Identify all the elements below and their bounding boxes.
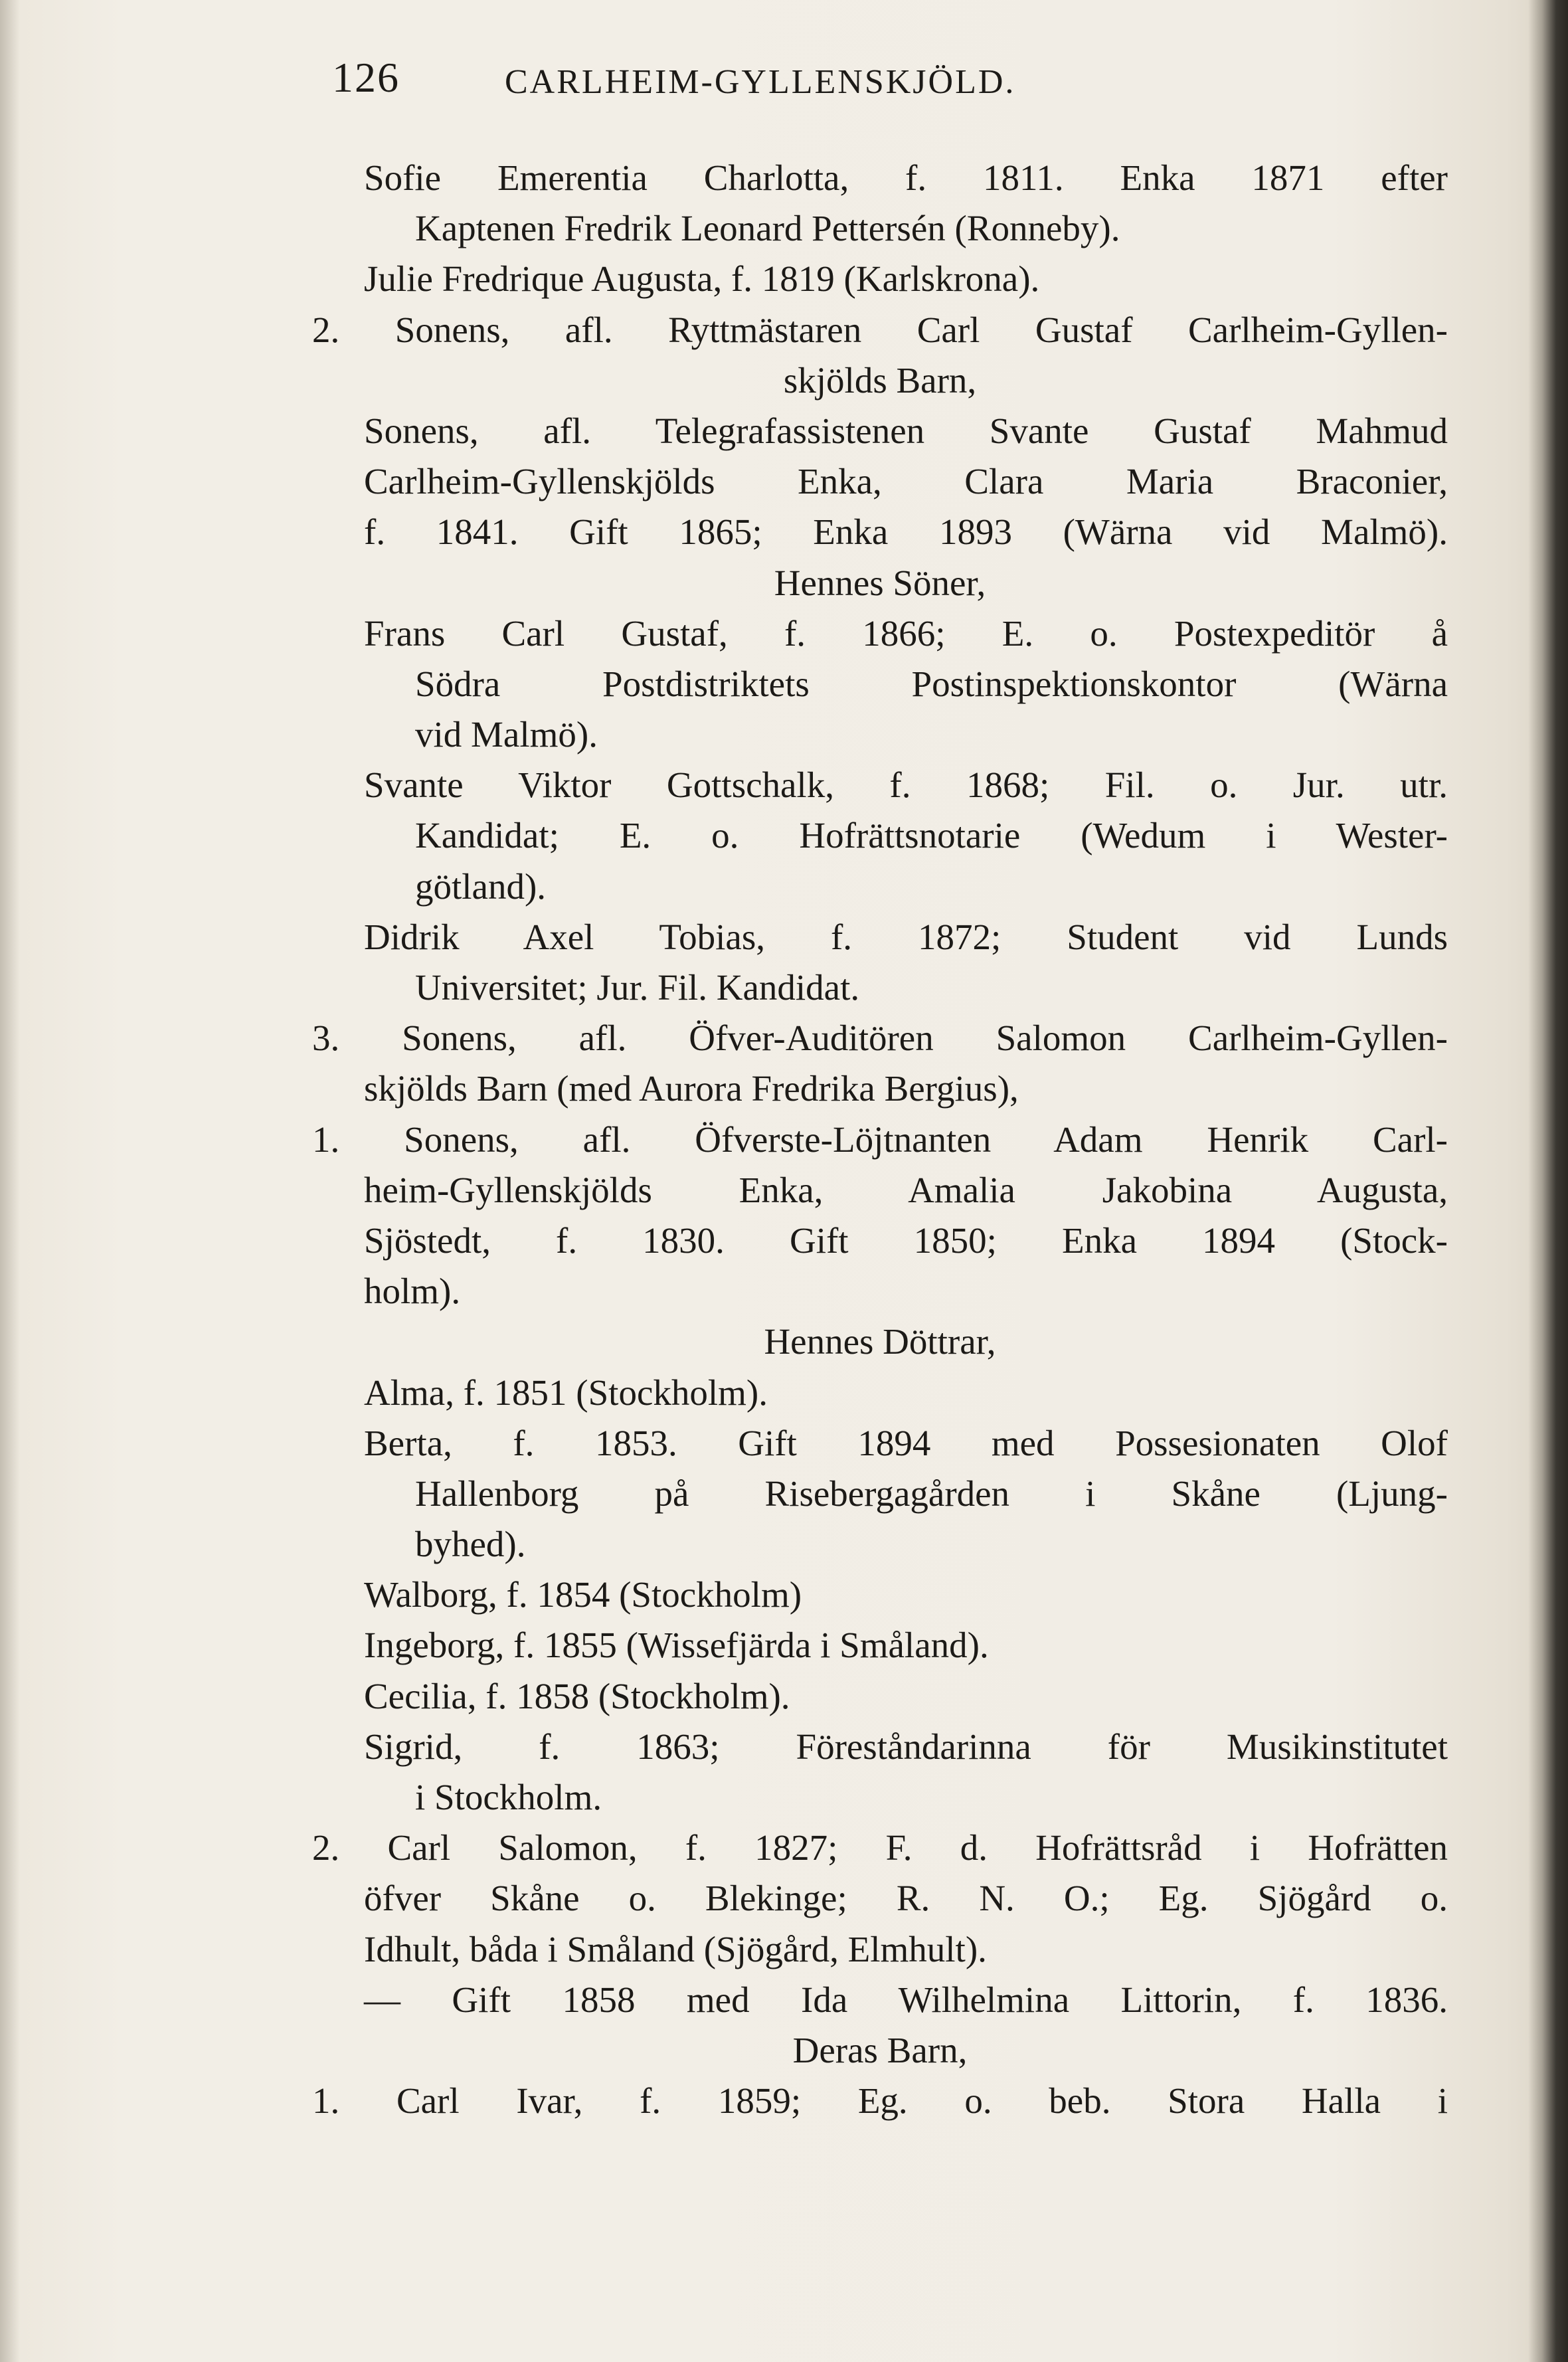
text-line: Svante Viktor Gottschalk, f. 1868; Fil. o. Jur. utr.	[364, 765, 1448, 806]
text-line: 1. Sonens, afl. Öfverste-Löjtnanten Adam Henrik Carl-	[312, 1119, 1448, 1160]
text-line: skjölds Barn,	[783, 359, 977, 401]
text-line: Södra Postdistriktets Postinspektionskontor (Wärna	[415, 663, 1448, 704]
text-line: byhed).	[415, 1524, 526, 1565]
text-line: 2. Carl Salomon, f. 1827; F. d. Hofrättsråd i Hofrätten	[312, 1827, 1448, 1868]
text-line: Ingeborg, f. 1855 (Wissefjärda i Småland).	[364, 1625, 989, 1666]
text-line: Idhult, båda i Småland (Sjögård, Elmhult).	[364, 1928, 987, 1969]
page-header	[332, 53, 1461, 113]
text-line: Frans Carl Gustaf, f. 1866; E. o. Postexpeditör å	[364, 612, 1448, 654]
text-line: Cecilia, f. 1858 (Stockholm).	[364, 1675, 790, 1716]
text-line: Hallenborg på Risebergagården i Skåne (Ljung-	[415, 1473, 1448, 1514]
text-line: Universitet; Jur. Fil. Kandidat.	[415, 967, 860, 1008]
text-line: vid Malmö).	[415, 714, 598, 755]
text-line: Deras Barn,	[792, 2029, 968, 2070]
binding-edge	[1528, 0, 1568, 2362]
text-line: Hennes Döttrar,	[764, 1321, 996, 1362]
text-line: Sjöstedt, f. 1830. Gift 1850; Enka 1894 (Stock-	[364, 1220, 1448, 1261]
page-number: 126	[332, 54, 400, 101]
text-line: Julie Fredrique Augusta, f. 1819 (Karlskrona).	[364, 258, 1040, 300]
text-line: Didrik Axel Tobias, f. 1872; Student vid Lunds	[364, 916, 1448, 957]
text-line: i Stockholm.	[415, 1777, 602, 1817]
text-line: skjölds Barn (med Aurora Fredrika Bergius),	[364, 1068, 1019, 1109]
running-head: CARLHEIM-GYLLENSKJÖLD.	[505, 63, 1016, 101]
text-line: Walborg, f. 1854 (Stockholm)	[364, 1574, 802, 1615]
text-line: f. 1841. Gift 1865; Enka 1893 (Wärna vid Malmö).	[364, 511, 1448, 553]
text-line: holm).	[364, 1271, 461, 1312]
text-line: Carlheim-Gyllenskjölds Enka, Clara Maria Braconier,	[364, 461, 1448, 502]
text-line: Alma, f. 1851 (Stockholm).	[364, 1372, 768, 1413]
text-line: Sofie Emerentia Charlotta, f. 1811. Enka 1871 efter	[364, 157, 1448, 198]
page-left-shadow	[0, 0, 20, 2362]
text-line: heim-Gyllenskjölds Enka, Amalia Jakobina Augusta,	[364, 1169, 1448, 1210]
text-line: — Gift 1858 med Ida Wilhelmina Littorin, f. 1836.	[364, 1979, 1448, 2020]
text-line: götland).	[415, 865, 547, 907]
text-line: Berta, f. 1853. Gift 1894 med Possesionaten Olof	[364, 1422, 1448, 1463]
text-line: Kandidat; E. o. Hofrättsnotarie (Wedum i Wester-	[415, 815, 1448, 856]
text-line: Sigrid, f. 1863; Föreståndarinna för Musikinstitutet	[364, 1726, 1448, 1767]
text-line: 2. Sonens, afl. Ryttmästaren Carl Gustaf Carlheim-Gyllen-	[312, 309, 1448, 350]
text-line: Kaptenen Fredrik Leonard Pettersén (Ronneby).	[415, 208, 1120, 249]
text-line: 3. Sonens, afl. Öfver-Auditören Salomon Carlheim-Gyllen-	[312, 1018, 1448, 1059]
page-body-text	[312, 153, 1448, 2126]
text-line: öfver Skåne o. Blekinge; R. N. O.; Eg. Sjögård o.	[364, 1878, 1448, 1919]
text-line: 1. Carl Ivar, f. 1859; Eg. o. beb. Stora Halla i	[312, 2080, 1448, 2122]
text-line: Sonens, afl. Telegrafassistenen Svante Gustaf Mahmud	[364, 410, 1448, 451]
text-line: Hennes Söner,	[774, 562, 986, 603]
